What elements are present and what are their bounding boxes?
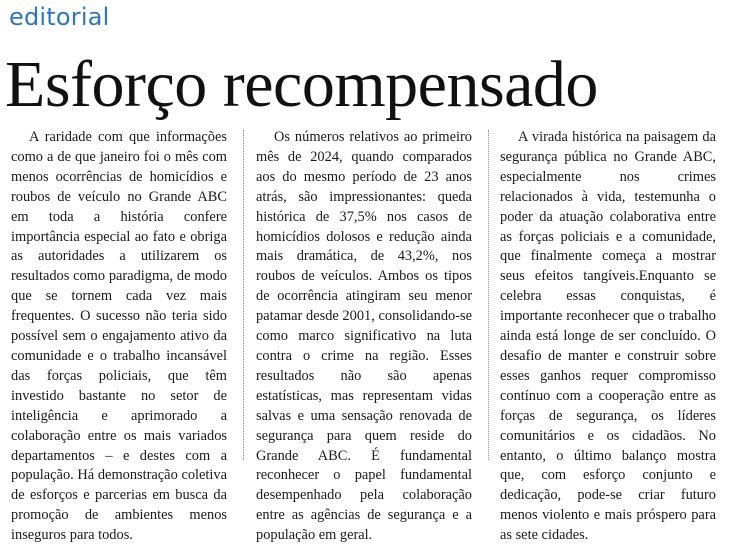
column-divider-2 [488, 130, 489, 460]
article-column-3: A virada histórica na paisagem da segurança pública no Grande ABC, especialmente nos crimes relacionados à vida, testemunha o poder da atuação colaborativa entre as forças policiais e a comunidade, que finalmente começa a mostrar seus efeitos tangíveis.Enquanto se celebra essas conquistas, é importante reconhecer que o trabalho ainda está longe de ser concluído. O desafio de manter e construir sobre esses ganhos requer compromisso contínuo com a cooperação entre as forças de segurança, os líderes comunitários e os cidadãos. No entanto, o último balanço mostra que, com esforço conjunto e dedicação, pode-se criar futuro menos violento e mais próspero para as sete cidades. [500, 129, 716, 544]
article-body [0, 128, 730, 544]
headline: Esforço recompensado [5, 48, 598, 121]
article-column-2: Os números relativos ao primeiro mês de 2024, quando comparados aos do mesmo período de 23 anos atrás, são impressionantes: queda histórica de 37,5% nos casos de homicídios dolosos e redução ainda mais dramática, de 43,2%, nos roubos de veículos. Ambos os tipos de ocorrência atingiram seu menor patamar desde 2001, consolidando-se como marco significativo na luta contra o crime na região. Esses resultados não são apenas estatísticas, mas representam vidas salvas e uma sensação renovada de segurança para quem reside do Grande ABC. É fundamental reconhecer o papel fundamental desempenhado pela colaboração entre as agências de segurança e a população em geral. [256, 129, 472, 544]
section-tag: editorial [9, 3, 110, 31]
column-divider-1 [243, 130, 244, 460]
article-column-1: A raridade com que informações como a de que janeiro foi o mês com menos ocorrências de homicídios e roubos de veículo no Grande ABC em toda a história confere importância especial ao fato e obriga as autoridades a utilizarem os resultados como paradigma, de modo que se tornem cada vez mais frequentes. O sucesso não teria sido possível sem o engajamento ativo da comunidade e o trabalho incansável das forças policiais, que têm investido bastante no setor de inteligência e aprimorado a colaboração entre os mais variados departamentos – e destes com a população. Há demonstração coletiva de esforços e parcerias em busca da promoção de ambientes menos inseguros para todos. [11, 129, 227, 544]
